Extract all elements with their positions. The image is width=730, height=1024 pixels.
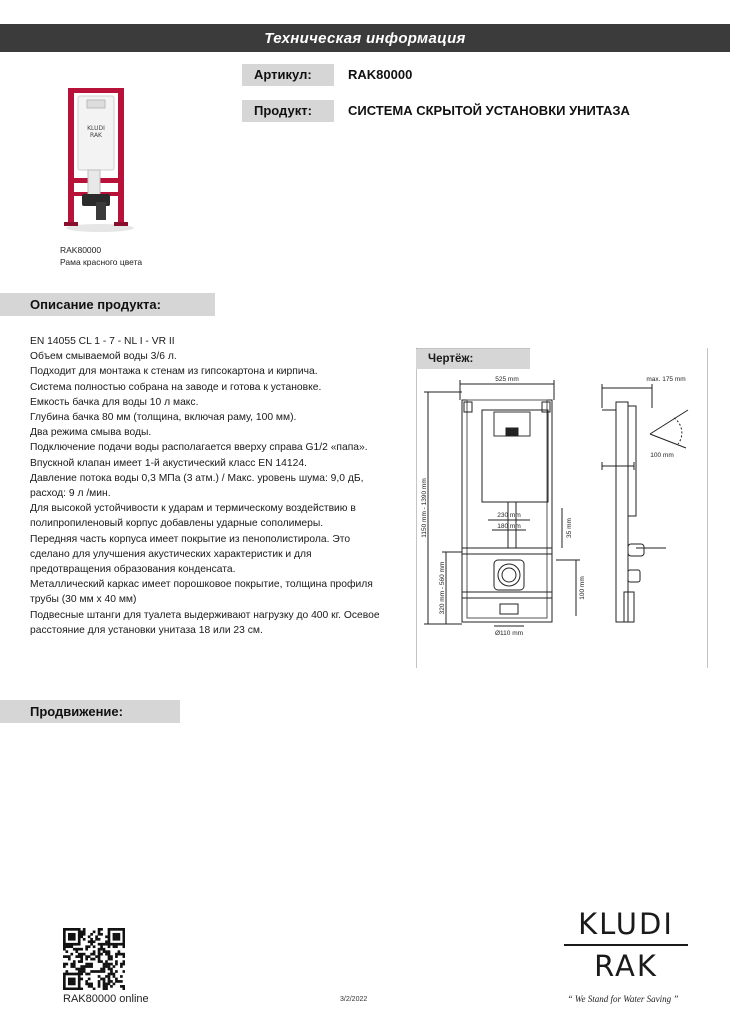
desc-line: Глубина бачка 80 мм (толщина, включая раму, 100 мм). (30, 412, 297, 424)
brand-rak: RAK (594, 949, 658, 983)
desc-line: трубы (30 мм x 40 мм) (30, 594, 137, 606)
brand-kludi: KLUDI (578, 907, 674, 941)
caption-article: RAK80000 (60, 245, 102, 255)
desc-line: Металлический каркас имеет порошковое покрытие, толщина профиля (30, 579, 373, 591)
product-caption (60, 244, 142, 268)
desc-line: Два режима смыва воды. (30, 427, 152, 439)
caption-color: Рама красного цвета (60, 257, 143, 267)
desc-line: EN 14055 CL 1 - 7 - NL I - VR II (30, 336, 175, 347)
desc-line: расстояние для установки унитаза 18 или 23 см. (30, 624, 263, 636)
product-value: СИСТЕМА СКРЫТОЙ УСТАНОВКИ УНИТАЗА (348, 103, 630, 118)
technical-drawing (416, 348, 708, 668)
product-image (60, 82, 140, 242)
desc-line: Подключение подачи воды располагается вверху справа G1/2 «папа». (30, 442, 368, 454)
desc-line: расход: 9 л /мин. (30, 488, 111, 500)
qr-caption: RAK80000 online (63, 993, 149, 1005)
front-view (424, 380, 580, 626)
product-label: Продукт: (242, 100, 334, 122)
desc-line: сделано для улучшения акустических характеристик и для (30, 548, 312, 560)
document-date: 3/2/2022 (340, 996, 368, 1003)
desc-line: полипропиленовый корпус добавлены ударные сополимеры. (30, 518, 324, 530)
page-title: Техническая информация (264, 29, 466, 47)
desc-line: Система полностью собрана на заводе и готова к установке. (30, 381, 322, 393)
desc-line: Емкость бачка для воды 10 л макс. (30, 396, 199, 408)
desc-line: предотвращения образования конденсата. (30, 564, 236, 576)
drawing-label: Чертёж: (416, 349, 530, 369)
brand-divider (564, 944, 688, 946)
dim-max-depth: max. 175 mm (646, 376, 686, 383)
qr-code[interactable] (63, 928, 125, 990)
product-frame-illustration (60, 82, 140, 242)
desc-line: Давление потока воды 0,3 МПа (3 атм.) / Макс. уровень шума: 9,0 дБ, (30, 472, 364, 484)
qr-code-graphic (63, 928, 125, 990)
dim-height: 1150 mm - 1390 mm (421, 478, 428, 538)
dim-110: Ø110 mm (494, 630, 524, 637)
cistern-logo-kludi: KLUDI (87, 125, 105, 132)
dim-100-vertical: 100 mm (579, 576, 586, 600)
dim-depth: 100 mm (650, 452, 674, 459)
desc-line: Объем смываемой воды 3/6 л. (30, 351, 177, 363)
dim-width: 525 mm (495, 376, 519, 383)
desc-line: Передняя часть корпуса имеет покрытие из пенополистирола. Это (30, 533, 351, 545)
dim-lower-height: 320 mm - 560 mm (439, 561, 446, 615)
desc-line: Для высокой устойчивости к ударам и термическому воздействию в (30, 503, 356, 515)
desc-line: Впускной клапан имеет 1-й акустический класс EN 14124. (30, 457, 307, 469)
drawing-svg (416, 348, 708, 668)
desc-line: Подвесные штанги для туалета выдерживают нагрузку до 400 кг. Осевое (30, 609, 380, 621)
description-label: Описание продукта: (0, 293, 215, 316)
dim-180: 180 mm (497, 523, 521, 530)
brand-logo (556, 906, 696, 984)
description-text (30, 334, 410, 638)
article-value: RAK80000 (348, 67, 413, 82)
cistern-logo-rak: RAK (90, 132, 102, 139)
brand-slogan: “ We Stand for Water Saving ” (567, 994, 679, 1004)
page-header (0, 24, 730, 52)
side-view (602, 384, 688, 622)
article-label: Артикул: (242, 64, 334, 86)
dim-35: 35 mm (566, 518, 573, 538)
promotion-label: Продвижение: (0, 700, 180, 723)
dim-230: 230 mm (497, 512, 521, 519)
desc-line: Подходит для монтажа к стенам из гипсокартона и кирпича. (30, 366, 318, 378)
